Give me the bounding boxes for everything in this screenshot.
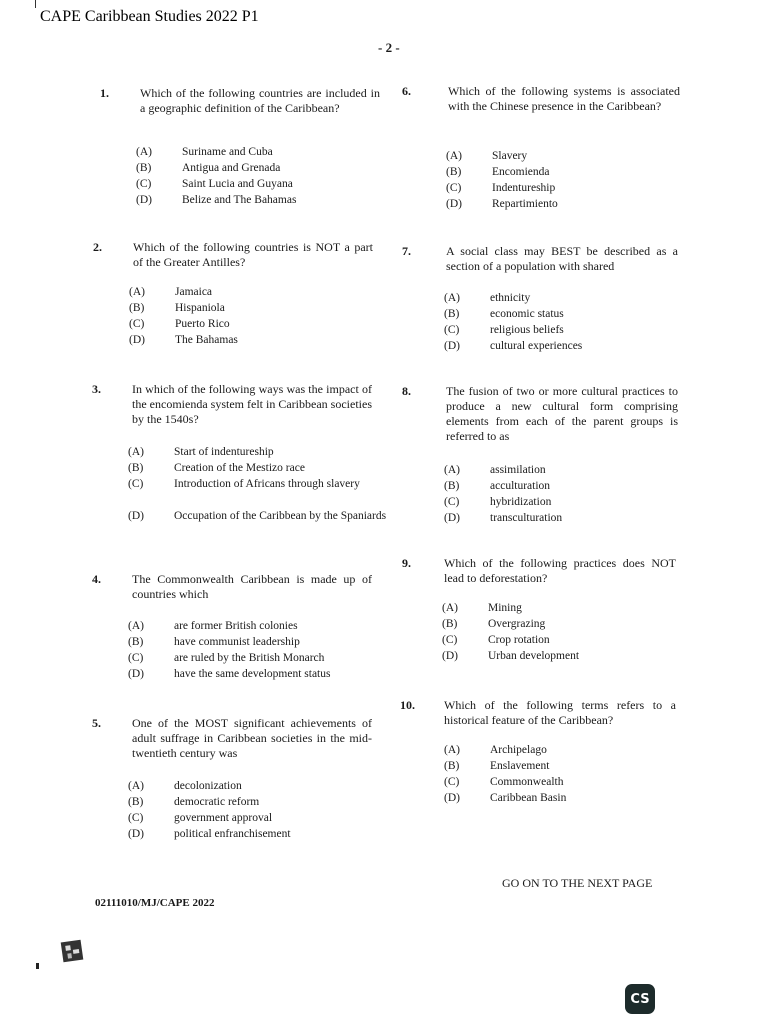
options-list xyxy=(444,742,690,806)
question-number: 8. xyxy=(402,384,411,398)
scan-mark xyxy=(36,963,39,969)
option: (C) Commonwealth xyxy=(444,776,564,788)
question-number: 9. xyxy=(402,556,411,570)
option: (D) Belize and The Bahamas xyxy=(136,194,297,206)
options-list xyxy=(444,290,690,354)
next-page-notice: GO ON TO THE NEXT PAGE xyxy=(502,876,653,890)
question-stem: Which of the following countries are included in a geographic definition of the Caribbean? xyxy=(140,86,380,115)
question-stem: The Commonwealth Caribbean is made up of countries which xyxy=(132,572,372,601)
barcode-stamp-icon xyxy=(60,938,86,964)
options-list xyxy=(128,778,374,842)
option: (D) cultural experiences xyxy=(444,340,583,352)
question-number: 4. xyxy=(92,572,101,586)
option: (A) Archipelago xyxy=(444,744,547,756)
options-list xyxy=(128,444,388,540)
option: (A) Suriname and Cuba xyxy=(136,146,273,158)
corner-mark xyxy=(35,0,36,8)
option: (A) Jamaica xyxy=(129,286,213,298)
option: (B) Creation of the Mestizo race xyxy=(128,462,305,474)
option: (A) Slavery xyxy=(446,150,528,162)
question-stem: Which of the following systems is associated with the Chinese presence in the Caribbean? xyxy=(448,84,680,113)
question-stem: One of the MOST significant achievements of adult suffrage in Caribbean societies in the mid-twentieth century was xyxy=(132,716,372,760)
option: (C) Saint Lucia and Guyana xyxy=(136,178,293,190)
option: (A) assimilation xyxy=(444,464,546,476)
page-number: - 2 - xyxy=(378,40,400,55)
option: (D) political enfranchisement xyxy=(128,828,291,840)
option: (A) Start of indentureship xyxy=(128,446,274,458)
option: (B) have communist leadership xyxy=(128,636,300,648)
option: (D) have the same development status xyxy=(128,668,331,680)
option: (A) decolonization xyxy=(128,780,242,792)
option: (B) democratic reform xyxy=(128,796,260,808)
option: (C) hybridization xyxy=(444,496,552,508)
options-list xyxy=(128,618,374,682)
options-list xyxy=(442,600,688,664)
option: (D) Caribbean Basin xyxy=(444,792,567,804)
question-number: 10. xyxy=(400,698,415,712)
question-number: 2. xyxy=(93,240,102,254)
option: (D) Urban development xyxy=(442,650,580,662)
question-number: 6. xyxy=(402,84,411,98)
question-number: 5. xyxy=(92,716,101,730)
option: (D) Occupation of the Caribbean by the Spaniards xyxy=(128,510,387,522)
option: (C) Crop rotation xyxy=(442,634,550,646)
question-stem: In which of the following ways was the impact of the encomienda system felt in Caribbean societies by the 1540s? xyxy=(132,382,372,426)
camscanner-logo-icon: CS xyxy=(625,984,655,1014)
document-title: CAPE Caribbean Studies 2022 P1 xyxy=(40,8,259,25)
option: (B) Enslavement xyxy=(444,760,550,772)
question-stem: The fusion of two or more cultural practices to produce a new cultural form comprising elements from each of the parent groups is referred to as xyxy=(446,384,678,443)
option: (C) religious beliefs xyxy=(444,324,564,336)
option: (C) are ruled by the British Monarch xyxy=(128,652,325,664)
question-number: 1. xyxy=(100,86,109,100)
option: (A) Mining xyxy=(442,602,522,614)
option: (D) transculturation xyxy=(444,512,563,524)
option: (B) Encomienda xyxy=(446,166,550,178)
option: (A) ethnicity xyxy=(444,292,531,304)
option: (B) Hispaniola xyxy=(129,302,225,314)
question-stem: Which of the following terms refers to a historical feature of the Caribbean? xyxy=(444,698,676,727)
option: (D) The Bahamas xyxy=(129,334,238,346)
option: (C) Indentureship xyxy=(446,182,556,194)
options-list xyxy=(446,148,692,212)
question-stem: Which of the following countries is NOT a part of the Greater Antilles? xyxy=(133,240,373,269)
option: (B) acculturation xyxy=(444,480,551,492)
options-list xyxy=(129,284,375,348)
question-number: 7. xyxy=(402,244,411,258)
option: (C) Puerto Rico xyxy=(129,318,230,330)
options-list xyxy=(444,462,690,526)
option: (C) government approval xyxy=(128,812,273,824)
paper-code: 02111010/MJ/CAPE 2022 xyxy=(95,897,215,909)
option: (A) are former British colonies xyxy=(128,620,298,632)
option: (D) Repartimiento xyxy=(446,198,558,210)
options-list xyxy=(136,144,382,208)
question-stem: A social class may BEST be described as a section of a population with shared xyxy=(446,244,678,273)
option: (C) Introduction of Africans through slavery xyxy=(128,478,360,490)
question-stem: Which of the following practices does NOT lead to deforestation? xyxy=(444,556,676,585)
question-number: 3. xyxy=(92,382,101,396)
option: (B) Overgrazing xyxy=(442,618,546,630)
option: (B) economic status xyxy=(444,308,564,320)
option: (B) Antigua and Grenada xyxy=(136,162,281,174)
